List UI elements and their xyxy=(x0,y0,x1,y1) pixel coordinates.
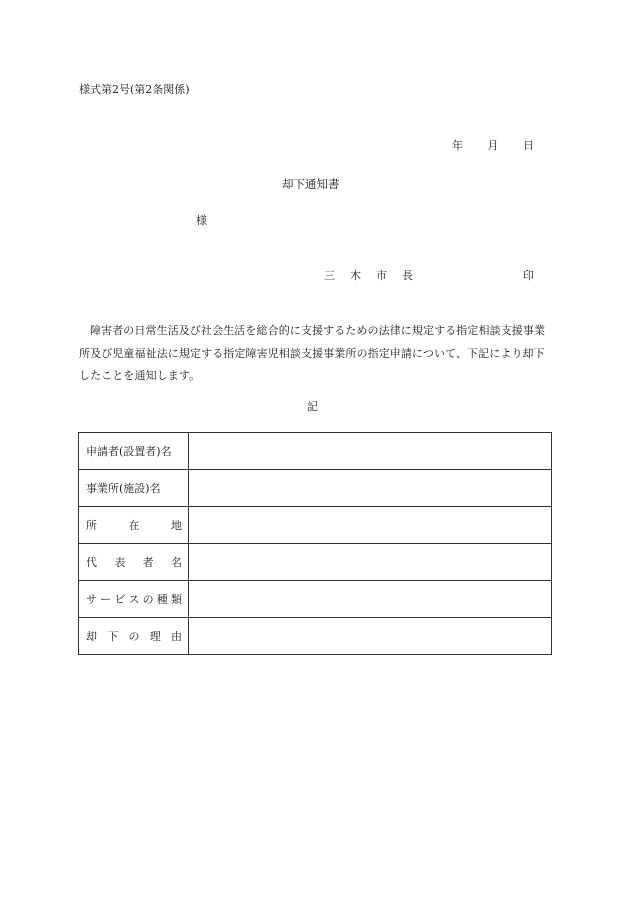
label-char: 地 xyxy=(171,519,182,532)
row-label-text xyxy=(86,591,182,607)
label-char: サ xyxy=(86,593,97,606)
row-label-text: 申請者(設置者)名 xyxy=(86,445,172,458)
row-label xyxy=(79,544,189,581)
label-char: 理 xyxy=(149,630,161,643)
table-row xyxy=(79,618,552,655)
label-char: 類 xyxy=(170,593,182,606)
label-char: 却 xyxy=(86,630,97,643)
label-char: ス xyxy=(128,593,140,606)
row-label xyxy=(79,618,189,655)
seal-mark: 印 xyxy=(523,269,534,282)
label-char: 由 xyxy=(171,630,182,643)
row-label xyxy=(79,433,189,470)
body-paragraph xyxy=(79,320,551,388)
label-char: 名 xyxy=(170,556,182,569)
row-label-text xyxy=(86,628,182,644)
label-char: 者 xyxy=(142,556,154,569)
table-row xyxy=(79,581,552,618)
row-value-field[interactable] xyxy=(189,581,552,618)
ki-heading: 記 xyxy=(307,400,318,413)
row-label xyxy=(79,470,189,507)
label-char: 在 xyxy=(128,519,140,532)
day-label: 日 xyxy=(523,139,534,152)
label-char: 代 xyxy=(86,556,97,569)
row-value-field[interactable] xyxy=(189,544,552,581)
label-char: ー xyxy=(100,593,112,606)
label-char: の xyxy=(128,630,140,643)
row-label xyxy=(79,581,189,618)
body-text: 障害者の日常生活及び社会生活を総合的に支援するための法律に規定する指定相談支援事業所及び児童福祉法に規定する指定障害児相談支援事業所の指定申請について、下記により却下したことを通知します。 xyxy=(79,324,546,382)
table-row xyxy=(79,544,552,581)
label-char: 所 xyxy=(86,519,97,532)
document-title: 却下通知書 xyxy=(282,177,340,191)
label-char: ビ xyxy=(114,593,126,606)
row-label-text xyxy=(86,517,182,533)
month-label: 月 xyxy=(487,139,499,152)
label-char: 種 xyxy=(156,593,168,606)
label-char: 下 xyxy=(107,630,119,643)
date-line xyxy=(452,137,534,153)
label-char: 表 xyxy=(114,556,126,569)
detail-table xyxy=(78,432,552,655)
row-label xyxy=(79,507,189,544)
form-number-label: 様式第2号(第2条関係) xyxy=(79,83,190,96)
table-row xyxy=(79,433,552,470)
row-value-field[interactable] xyxy=(189,470,552,507)
mayor-title: 三 木 市 長 xyxy=(324,269,413,282)
row-value-field[interactable] xyxy=(189,507,552,544)
row-value-field[interactable] xyxy=(189,433,552,470)
recipient-line: 様 xyxy=(196,214,207,227)
table-row xyxy=(79,507,552,544)
year-label: 年 xyxy=(452,139,463,152)
issuer-line xyxy=(324,267,534,283)
row-value-field[interactable] xyxy=(189,618,552,655)
row-label-text: 事業所(施設)名 xyxy=(86,482,161,495)
table-row xyxy=(79,470,552,507)
row-label-text xyxy=(86,554,182,570)
label-char: の xyxy=(142,593,154,606)
